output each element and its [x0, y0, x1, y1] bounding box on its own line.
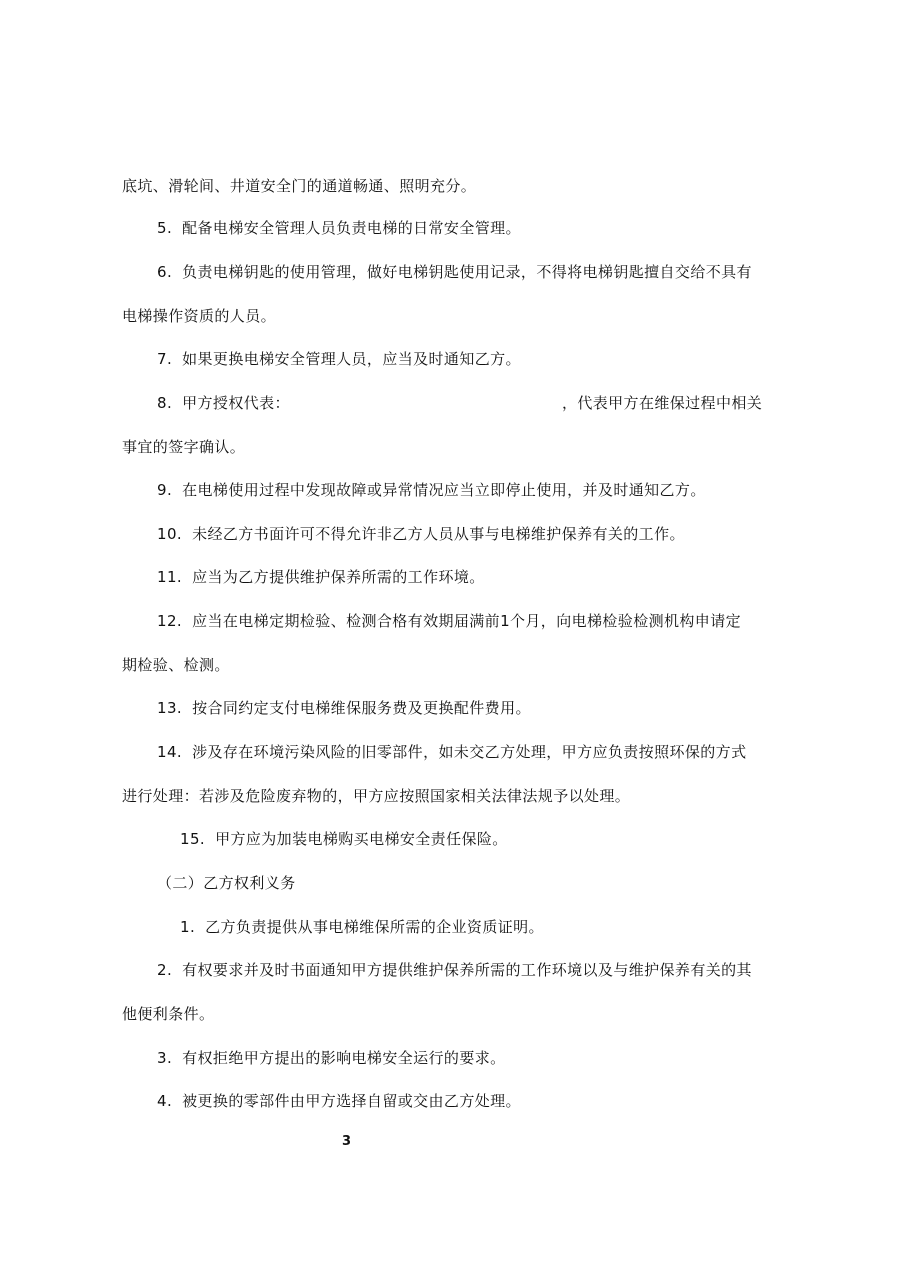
list-item-15: [180, 829, 508, 849]
item-text: 被更换的零部件由甲方选择自留或交由乙方处理。: [182, 1092, 521, 1110]
list-item-7: [157, 349, 521, 369]
item-number: 13.: [157, 699, 183, 717]
item-text: 甲方应为加装电梯购买电梯安全责任保险。: [215, 830, 508, 848]
page-number: 3: [342, 1134, 352, 1149]
list-item-b4: [157, 1091, 521, 1111]
paragraph-continuation: [122, 176, 476, 196]
item-number: 12.: [157, 612, 183, 630]
list-item-13: [157, 698, 531, 718]
item-number: 14.: [157, 743, 183, 761]
item-text: 未经乙方书面许可不得允许非乙方人员从事与电梯维护保养有关的工作。: [192, 525, 685, 543]
item-text: 乙方负责提供从事电梯维保所需的企业资质证明。: [205, 918, 544, 936]
item-number: 9.: [157, 481, 173, 499]
list-item-8: [157, 393, 762, 413]
item-text: 他便利条件。: [122, 1005, 215, 1023]
list-item-5: [157, 218, 521, 238]
item-text: 有权要求并及时书面通知甲方提供维护保养所需的工作环境以及与维护保养有关的其: [182, 961, 752, 979]
item-text: 负责电梯钥匙的使用管理，做好电梯钥匙使用记录，不得将电梯钥匙擅自交给不具有: [182, 263, 752, 281]
list-item-12: [157, 611, 741, 631]
list-item-6: [157, 262, 752, 282]
list-item-14: [157, 742, 746, 762]
list-item-12-continuation: [122, 655, 230, 675]
section-heading: [157, 873, 296, 893]
item-text: 电梯操作资质的人员。: [122, 307, 277, 325]
item-text: 配备电梯安全管理人员负责电梯的日常安全管理。: [182, 219, 521, 237]
item-text-after: ，代表甲方在维保过程中相关: [561, 394, 763, 412]
item-text: 如果更换电梯安全管理人员，应当及时通知乙方。: [182, 350, 521, 368]
list-item-11: [157, 567, 485, 587]
list-item-10: [157, 524, 685, 544]
item-text: 有权拒绝甲方提出的影响电梯安全运行的要求。: [182, 1049, 506, 1067]
item-text: 进行处理：若涉及危险废弃物的，甲方应按照国家相关法律法规予以处理。: [122, 787, 631, 805]
item-number: 3.: [157, 1049, 173, 1067]
list-item-14-continuation: [122, 786, 630, 806]
list-item-6-continuation: [122, 306, 276, 326]
item-number: 11.: [157, 568, 183, 586]
paragraph-text: 底坑、滑轮间、井道安全门的通道畅通、照明充分。: [122, 177, 477, 195]
item-text: 按合同约定支付电梯维保服务费及更换配件费用。: [192, 699, 531, 717]
item-number: 15.: [180, 830, 206, 848]
item-number: 7.: [157, 350, 173, 368]
list-item-9: [157, 480, 706, 500]
item-number: 8.: [157, 394, 173, 412]
item-text: 甲方授权代表：: [182, 394, 290, 412]
item-text: 在电梯使用过程中发现故障或异常情况应当立即停止使用，并及时通知乙方。: [182, 481, 706, 499]
list-item-b3: [157, 1048, 506, 1068]
item-number: 1.: [180, 918, 196, 936]
item-number: 5.: [157, 219, 173, 237]
list-item-b2: [157, 960, 752, 980]
item-number: 10.: [157, 525, 183, 543]
item-text: 应当为乙方提供维护保养所需的工作环境。: [192, 568, 485, 586]
item-text: 事宜的签字确认。: [122, 438, 246, 456]
list-item-b1: [180, 917, 544, 937]
item-number: 6.: [157, 263, 173, 281]
list-item-8-continuation: [122, 437, 245, 457]
item-text: 应当在电梯定期检验、检测合格有效期届满前1个月，向电梯检验检测机构申请定: [192, 612, 742, 630]
item-text: 期检验、检测。: [122, 656, 230, 674]
list-item-b2-continuation: [122, 1004, 214, 1024]
item-number: 4.: [157, 1092, 173, 1110]
section-title: （二）乙方权利义务: [157, 874, 296, 892]
item-number: 2.: [157, 961, 173, 979]
item-text: 涉及存在环境污染风险的旧零部件，如未交乙方处理，甲方应负责按照环保的方式: [192, 743, 747, 761]
